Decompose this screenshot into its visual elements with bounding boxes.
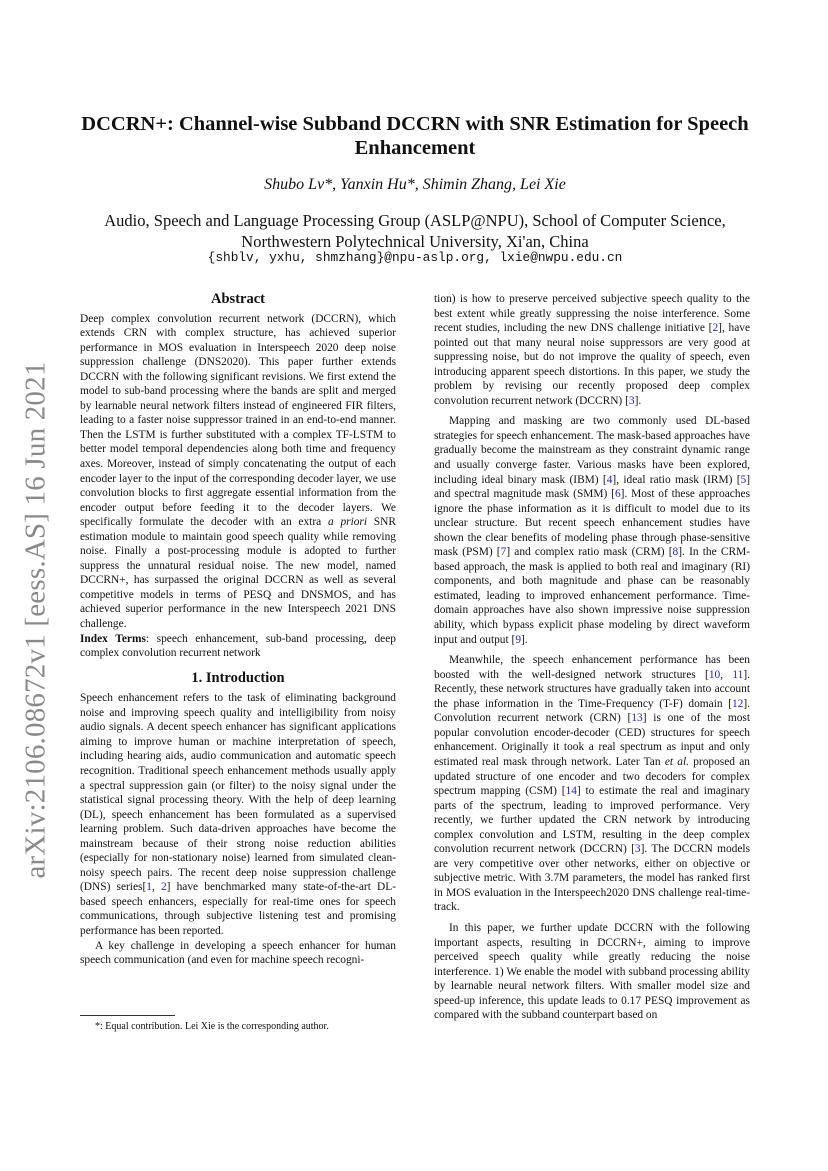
introduction-heading: 1. Introduction xyxy=(191,669,285,686)
left-column xyxy=(80,290,396,968)
citation-link[interactable]: 6 xyxy=(614,488,621,501)
footnote: *: Equal contribution. Lei Xie is the corresponding author. xyxy=(95,1021,329,1032)
citation-link[interactable]: 13 xyxy=(631,712,643,725)
citation-link[interactable]: 4 xyxy=(606,473,613,486)
right-paragraph-3: In this paper, we further update DCCRN with the following important aspects, resulting in DCCRN+, aiming to improve perceived speech quality while greatly reducing the noise interference. 1) We enable the model with subband processing ability by learnable neural network filters. With smaller model size and speed-up inference, this update leads to 0.17 PESQ improvement as compared with the subband counterpart based on xyxy=(434,921,750,1022)
author-emails: {shblv, yxhu, shmzhang}@npu-aslp.org, lxie@nwpu.edu.cn xyxy=(207,250,623,265)
abstract-heading: Abstract xyxy=(211,291,265,307)
index-terms: Index Terms: speech enhancement, sub-band processing, deep complex convolution recurrent network xyxy=(80,632,396,660)
citation-link[interactable]: 10 xyxy=(708,668,721,681)
citation-link[interactable]: 11 xyxy=(732,668,744,681)
paper-title: DCCRN+: Channel-wise Subband DCCRN with SNR Estimation for Speech Enhancement xyxy=(81,113,749,159)
intro-paragraph-2: A key challenge in developing a speech enhancer for human speech communication (and even for machine speech recogni- xyxy=(80,939,396,967)
author-list: Shubo Lv*, Yanxin Hu*, Shimin Zhang, Lei Xie xyxy=(264,176,566,193)
intro-paragraph-1: Speech enhancement refers to the task of eliminating background noise and improving speech quality and intelligibility from noisy audio signals. A decent speech enhancer has significant applications aiming to improve human or machine interpretation of speech, including hearing aids, audio communication and automatic speech recognition. Traditional speech enhancement methods usually apply a spectral suppression gain (or filter) to the noisy signal under the statistical signal processing theory. With the help of deep learning (DL), speech enhancement has been formulated as a supervised learning problem. Such data-driven approaches have become the mainstream because of their strong noise reduction abilities (especially for non-stationary noise) learned from simulated clean-noisy speech pairs. The recent deep noise suppression challenge (DNS) series[1, 2] have benchmarked many state-of-the-art DL-based speech enhancers, especially for real-time ones for speech communications, through subjective listening test and promising performance has been reported. xyxy=(80,692,396,937)
citation-link[interactable]: 3 xyxy=(628,394,635,407)
citation-link[interactable]: 1 xyxy=(146,881,152,894)
citation-link[interactable]: 3 xyxy=(634,843,641,856)
citation-link[interactable]: 12 xyxy=(731,697,744,710)
citation-link[interactable]: 5 xyxy=(740,473,747,486)
citation-link[interactable]: 2 xyxy=(160,881,167,894)
right-paragraph-2: Meanwhile, the speech enhancement performance has been boosted with the well-designed network structures [10, 11]. Recently, these network structures have gradually taken into account the phase information in the Time-Frequency (T-F) domain [12]. Convolution recurrent network (CRN) [13] is one of the most popular convolution encoder-decoder (CED) structures for speech enhancement. Originally it took a real spectrum as input and only estimated real mask through network. Later Tan et al. proposed an updated structure of one encoder and two decoders for complex spectrum mapping (CSM) [14] to estimate the real and imaginary parts of the spectrum, leading to improved performance. Very recently, we further updated the CRN network by introducing complex convolution and LSTM, resulting in the deep complex convolution recurrent network (DCCRN) [3]. The DCCRN models are very competitive over other networks, either on objective or subjective metric. With 3.7M parameters, the model has ranked first in MOS evaluation in the Interspeech2020 DNS challenge real-time-track. xyxy=(434,654,751,914)
footnote-divider xyxy=(80,1015,175,1016)
citation-link[interactable]: 7 xyxy=(500,546,507,559)
abstract-paragraph: Deep complex convolution recurrent network (DCCRN), which extends CRN with complex structure, has achieved superior performance in MOS evaluation in Interspeech 2020 deep noise suppression challenge (DNS2020). This paper further extends DCCRN with the following significant revisions. We first extend the model to sub-band processing where the bands are split and merged by learnable neural network filters instead of engineered FIR filters, leading to a faster noise suppressor trained in an end-to-end manner. Then the LSTM is further substituted with a complex TF-LSTM to better model temporal dependencies along both time and frequency axes. Moreover, instead of simply concatenating the output of each encoder layer to the input of the corresponding decoder layer, we use convolution blocks to first aggregate essential information from the encoder output before feeding it to the decoder layers. We specifically formulate the decoder with an extra a priori SNR estimation module to maintain good speech quality while removing noise. Finally a post-processing module is adopted to further suppress the unnatural residual noise. The new model, named DCCRN+, has surpassed the original DCCRN as well as several competitive models in terms of PESQ and DNSMOS, and has achieved superior performance in the new Interspeech 2021 DNS challenge. xyxy=(80,312,396,631)
affiliation: Audio, Speech and Language Processing Group (ASLP@NPU), School of Computer Science, Northwestern Polytechnical University, Xi'an, China xyxy=(104,211,726,251)
citation-link[interactable]: 2 xyxy=(712,322,719,335)
citation-link[interactable]: 8 xyxy=(672,546,679,559)
citation-link[interactable]: 14 xyxy=(565,785,577,798)
right-paragraph-1: Mapping and masking are two commonly used DL-based strategies for speech enhancement. The mask-based approaches have gradually become the mainstream as they constraint dynamic range and usually converge faster. Various masks have been explored, including ideal binary mask (IBM) [4], ideal ratio mask (IRM) [5] and spectral magnitude mask (SMM) [6]. Most of these approaches ignore the phase information as it is difficult to model due to its unclear structure. But recent speech enhancement studies have shown the clear benefits of modeling phase through phase-sensitive mask (PSM) [7] and complex ratio mask (CRM) [8]. In the CRM-based approach, the mask is applied to both real and imaginary (RI) components, and both magnitude and phase can be reasonably estimated, leading to improved enhancement performance. Time-domain approaches have also shown impressive noise suppression ability, which bypass explicit phase modeling by direct waveform input and output [9]. xyxy=(434,415,751,646)
arxiv-identifier-stamp: arXiv:2106.08672v1 [eess.AS] 16 Jun 2021 xyxy=(19,361,52,879)
citation-link[interactable]: 9 xyxy=(515,633,522,646)
right-paragraph-0: tion) is how to preserve perceived subjective speech quality to the best extent while greatly suppressing the noise interference. Some recent studies, including the new DNS challenge initiative [2], have pointed out that many neural noise suppressors are very good at suppressing noise, but do not improve the quality of speech, even introducing apparent speech distortions. In this paper, we study the problem by revising our recently proposed deep complex convolution recurrent network (DCCRN) [3]. xyxy=(434,293,751,407)
right-column xyxy=(434,292,750,1023)
